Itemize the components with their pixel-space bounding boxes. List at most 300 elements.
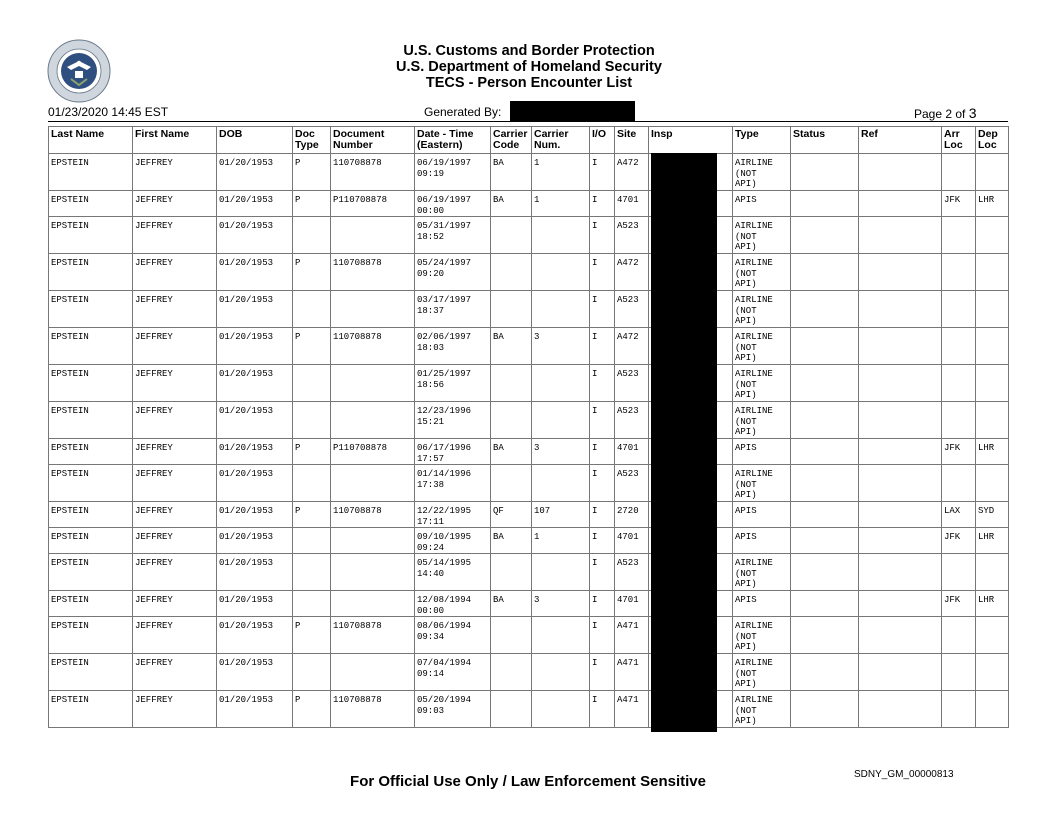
cell-docnum — [331, 554, 415, 591]
cell-docnum — [331, 528, 415, 554]
cell-status — [791, 328, 859, 365]
cell-status — [791, 591, 859, 617]
cell-io: I — [590, 502, 615, 528]
cell-doctype — [293, 217, 331, 254]
cell-carrier: BA — [491, 191, 532, 217]
cell-dep — [976, 217, 1009, 254]
cell-io: I — [590, 654, 615, 691]
cell-type: APIS — [733, 502, 791, 528]
cell-arr: JFK — [942, 439, 976, 465]
cell-status — [791, 502, 859, 528]
cell-dep: LHR — [976, 439, 1009, 465]
table-row — [49, 591, 1009, 617]
cell-first: JEFFREY — [133, 617, 217, 654]
cell-arr — [942, 217, 976, 254]
cell-dob: 01/20/1953 — [217, 402, 293, 439]
column-header-site: Site — [615, 127, 649, 154]
cell-carrier: QF — [491, 502, 532, 528]
cell-last: EPSTEIN — [49, 217, 133, 254]
cell-datetime: 12/22/1995 17:11 — [415, 502, 491, 528]
table-row — [49, 402, 1009, 439]
cell-type: AIRLINE (NOT API) — [733, 654, 791, 691]
column-header-dep: Dep Loc — [976, 127, 1009, 154]
column-header-carrier: Carrier Code — [491, 127, 532, 154]
cell-ref — [859, 502, 942, 528]
cell-doctype: P — [293, 191, 331, 217]
cell-arr: JFK — [942, 528, 976, 554]
cell-type: AIRLINE (NOT API) — [733, 365, 791, 402]
cell-arr — [942, 554, 976, 591]
cell-ref — [859, 528, 942, 554]
cell-io: I — [590, 691, 615, 728]
cell-status — [791, 291, 859, 328]
cell-status — [791, 439, 859, 465]
cell-doctype — [293, 402, 331, 439]
cell-carrier: BA — [491, 439, 532, 465]
cell-ref — [859, 402, 942, 439]
cell-docnum — [331, 217, 415, 254]
cell-io: I — [590, 554, 615, 591]
cell-datetime: 08/06/1994 09:34 — [415, 617, 491, 654]
sensitivity-notice: For Official Use Only / Law Enforcement Sensitive — [350, 773, 706, 790]
cell-site: 2720 — [615, 502, 649, 528]
cell-status — [791, 365, 859, 402]
cell-io: I — [590, 617, 615, 654]
column-header-status: Status — [791, 127, 859, 154]
cell-first: JEFFREY — [133, 402, 217, 439]
cell-site: A471 — [615, 654, 649, 691]
cell-ref — [859, 254, 942, 291]
cell-type: AIRLINE (NOT API) — [733, 691, 791, 728]
cell-dep — [976, 402, 1009, 439]
table-row — [49, 154, 1009, 191]
bates-number: SDNY_GM_00000813 — [854, 769, 954, 780]
cell-type: APIS — [733, 591, 791, 617]
cell-carrier — [491, 402, 532, 439]
cell-doctype — [293, 528, 331, 554]
generated-by-label: Generated By: — [424, 105, 502, 119]
column-header-first: First Name — [133, 127, 217, 154]
cell-first: JEFFREY — [133, 554, 217, 591]
table-row — [49, 502, 1009, 528]
cell-doctype: P — [293, 254, 331, 291]
cell-dob: 01/20/1953 — [217, 591, 293, 617]
cell-doctype — [293, 554, 331, 591]
cell-num — [532, 291, 590, 328]
cell-site: A472 — [615, 254, 649, 291]
cell-arr — [942, 254, 976, 291]
column-header-arr: Arr Loc — [942, 127, 976, 154]
cell-dep — [976, 691, 1009, 728]
cell-datetime: 12/23/1996 15:21 — [415, 402, 491, 439]
cell-carrier — [491, 291, 532, 328]
cell-dob: 01/20/1953 — [217, 439, 293, 465]
cell-io: I — [590, 465, 615, 502]
cell-type: APIS — [733, 439, 791, 465]
cell-num — [532, 654, 590, 691]
cell-num — [532, 617, 590, 654]
cell-dob: 01/20/1953 — [217, 617, 293, 654]
cell-num — [532, 254, 590, 291]
column-header-last: Last Name — [49, 127, 133, 154]
cell-type: AIRLINE (NOT API) — [733, 328, 791, 365]
cell-carrier — [491, 254, 532, 291]
cell-site: A523 — [615, 291, 649, 328]
cell-first: JEFFREY — [133, 328, 217, 365]
column-header-doctype: Doc Type — [293, 127, 331, 154]
cell-arr — [942, 691, 976, 728]
department-title: U.S. Department of Homeland Security — [396, 59, 662, 75]
cell-first: JEFFREY — [133, 502, 217, 528]
cell-site: A523 — [615, 554, 649, 591]
cell-io: I — [590, 365, 615, 402]
cell-dep — [976, 154, 1009, 191]
table-row — [49, 291, 1009, 328]
cell-ref — [859, 617, 942, 654]
cell-arr — [942, 291, 976, 328]
cell-doctype — [293, 591, 331, 617]
cell-status — [791, 617, 859, 654]
cell-arr — [942, 402, 976, 439]
cell-arr — [942, 328, 976, 365]
cell-first: JEFFREY — [133, 591, 217, 617]
cell-carrier — [491, 465, 532, 502]
cell-doctype: P — [293, 502, 331, 528]
cell-datetime: 12/08/1994 00:00 — [415, 591, 491, 617]
cell-num: 3 — [532, 439, 590, 465]
cell-status — [791, 554, 859, 591]
cell-ref — [859, 154, 942, 191]
cell-status — [791, 528, 859, 554]
cell-docnum: 110708878 — [331, 502, 415, 528]
cell-dep: LHR — [976, 591, 1009, 617]
cell-type: AIRLINE (NOT API) — [733, 617, 791, 654]
cell-first: JEFFREY — [133, 191, 217, 217]
cell-arr — [942, 654, 976, 691]
cell-docnum — [331, 365, 415, 402]
cell-last: EPSTEIN — [49, 254, 133, 291]
cell-last: EPSTEIN — [49, 365, 133, 402]
table-row — [49, 465, 1009, 502]
column-header-ref: Ref — [859, 127, 942, 154]
report-title: TECS - Person Encounter List — [425, 75, 633, 91]
cell-doctype: P — [293, 617, 331, 654]
table-row — [49, 191, 1009, 217]
cell-last: EPSTEIN — [49, 402, 133, 439]
table-row — [49, 439, 1009, 465]
cell-status — [791, 154, 859, 191]
cell-docnum — [331, 291, 415, 328]
cell-dep — [976, 254, 1009, 291]
page-indicator — [914, 105, 977, 121]
cell-docnum: P110708878 — [331, 191, 415, 217]
cell-site: 4701 — [615, 528, 649, 554]
cell-carrier — [491, 654, 532, 691]
redaction-bar — [510, 101, 635, 122]
cell-io: I — [590, 528, 615, 554]
cell-io: I — [590, 291, 615, 328]
cell-dep — [976, 617, 1009, 654]
cell-last: EPSTEIN — [49, 591, 133, 617]
cell-site: A523 — [615, 365, 649, 402]
cell-datetime: 07/04/1994 09:14 — [415, 654, 491, 691]
cell-doctype: P — [293, 154, 331, 191]
cell-first: JEFFREY — [133, 528, 217, 554]
cell-type: AIRLINE (NOT API) — [733, 254, 791, 291]
table-header-row — [49, 127, 1009, 154]
agency-title: U.S. Customs and Border Protection — [403, 43, 655, 59]
cell-arr: LAX — [942, 502, 976, 528]
cell-site: A523 — [615, 402, 649, 439]
cell-num: 1 — [532, 191, 590, 217]
cell-num — [532, 365, 590, 402]
cell-type: AIRLINE (NOT API) — [733, 402, 791, 439]
cell-ref — [859, 291, 942, 328]
column-header-docnum: Document Number — [331, 127, 415, 154]
cell-datetime: 05/31/1997 18:52 — [415, 217, 491, 254]
cell-io: I — [590, 191, 615, 217]
cell-docnum — [331, 591, 415, 617]
cell-dob: 01/20/1953 — [217, 191, 293, 217]
cell-docnum: 110708878 — [331, 617, 415, 654]
cell-status — [791, 217, 859, 254]
table-row — [49, 617, 1009, 654]
column-header-dob: DOB — [217, 127, 293, 154]
cell-status — [791, 402, 859, 439]
cell-dob: 01/20/1953 — [217, 328, 293, 365]
cell-io: I — [590, 402, 615, 439]
cell-docnum: 110708878 — [331, 254, 415, 291]
cell-carrier: BA — [491, 528, 532, 554]
cell-datetime: 06/19/1997 00:00 — [415, 191, 491, 217]
cell-first: JEFFREY — [133, 654, 217, 691]
cell-datetime: 06/17/1996 17:57 — [415, 439, 491, 465]
column-header-io: I/O — [590, 127, 615, 154]
cell-site: A472 — [615, 154, 649, 191]
cell-doctype: P — [293, 691, 331, 728]
cell-last: EPSTEIN — [49, 654, 133, 691]
cell-arr — [942, 154, 976, 191]
cell-datetime: 01/14/1996 17:38 — [415, 465, 491, 502]
cell-io: I — [590, 254, 615, 291]
cell-datetime: 02/06/1997 18:03 — [415, 328, 491, 365]
cell-first: JEFFREY — [133, 439, 217, 465]
cell-carrier: BA — [491, 154, 532, 191]
cell-first: JEFFREY — [133, 291, 217, 328]
cell-datetime: 09/10/1995 09:24 — [415, 528, 491, 554]
header-rule — [48, 121, 1008, 122]
cell-ref — [859, 554, 942, 591]
cell-dob: 01/20/1953 — [217, 554, 293, 591]
cell-last: EPSTEIN — [49, 154, 133, 191]
cell-last: EPSTEIN — [49, 528, 133, 554]
cell-io: I — [590, 328, 615, 365]
cell-num: 107 — [532, 502, 590, 528]
cell-io: I — [590, 217, 615, 254]
cell-site: A472 — [615, 328, 649, 365]
cell-last: EPSTEIN — [49, 617, 133, 654]
cell-num — [532, 402, 590, 439]
cell-last: EPSTEIN — [49, 191, 133, 217]
cell-site: A523 — [615, 465, 649, 502]
cell-dep: LHR — [976, 191, 1009, 217]
cell-dob: 01/20/1953 — [217, 654, 293, 691]
cell-last: EPSTEIN — [49, 291, 133, 328]
page-prefix: Page 2 of — [914, 107, 966, 121]
cell-carrier — [491, 554, 532, 591]
cell-last: EPSTEIN — [49, 465, 133, 502]
cell-num — [532, 465, 590, 502]
cell-first: JEFFREY — [133, 254, 217, 291]
cell-dob: 01/20/1953 — [217, 154, 293, 191]
cell-docnum — [331, 654, 415, 691]
cell-ref — [859, 691, 942, 728]
table-row — [49, 254, 1009, 291]
dhs-seal-logo — [47, 39, 111, 103]
column-header-insp: Insp — [649, 127, 733, 154]
cell-type: APIS — [733, 528, 791, 554]
cell-site: 4701 — [615, 591, 649, 617]
cell-io: I — [590, 439, 615, 465]
cell-docnum: 110708878 — [331, 154, 415, 191]
cell-datetime: 06/19/1997 09:19 — [415, 154, 491, 191]
cell-docnum: 110708878 — [331, 328, 415, 365]
cell-datetime: 01/25/1997 18:56 — [415, 365, 491, 402]
cell-dep — [976, 328, 1009, 365]
cell-dep: SYD — [976, 502, 1009, 528]
column-header-num: Carrier Num. — [532, 127, 590, 154]
cell-datetime: 03/17/1997 18:37 — [415, 291, 491, 328]
cell-ref — [859, 365, 942, 402]
cell-dep: LHR — [976, 528, 1009, 554]
report-title-block — [300, 43, 758, 91]
cell-docnum: P110708878 — [331, 439, 415, 465]
cell-dob: 01/20/1953 — [217, 217, 293, 254]
cell-site: 4701 — [615, 439, 649, 465]
column-header-type: Type — [733, 127, 791, 154]
cell-status — [791, 654, 859, 691]
cell-last: EPSTEIN — [49, 691, 133, 728]
cell-carrier — [491, 365, 532, 402]
cell-doctype: P — [293, 439, 331, 465]
cell-ref — [859, 217, 942, 254]
cell-type: AIRLINE (NOT API) — [733, 217, 791, 254]
cell-io: I — [590, 154, 615, 191]
cell-carrier: BA — [491, 328, 532, 365]
cell-last: EPSTEIN — [49, 328, 133, 365]
cell-dep — [976, 365, 1009, 402]
table-row — [49, 365, 1009, 402]
cell-dep — [976, 654, 1009, 691]
cell-doctype — [293, 465, 331, 502]
cell-num: 3 — [532, 591, 590, 617]
cell-docnum — [331, 465, 415, 502]
cell-datetime: 05/20/1994 09:03 — [415, 691, 491, 728]
cell-ref — [859, 191, 942, 217]
cell-carrier — [491, 691, 532, 728]
cell-first: JEFFREY — [133, 465, 217, 502]
cell-last: EPSTEIN — [49, 554, 133, 591]
cell-site: A471 — [615, 617, 649, 654]
cell-datetime: 05/24/1997 09:20 — [415, 254, 491, 291]
cell-carrier: BA — [491, 591, 532, 617]
cell-first: JEFFREY — [133, 365, 217, 402]
cell-status — [791, 254, 859, 291]
cell-carrier — [491, 617, 532, 654]
table-row — [49, 328, 1009, 365]
cell-first: JEFFREY — [133, 691, 217, 728]
table-row — [49, 217, 1009, 254]
cell-docnum — [331, 402, 415, 439]
cell-site: A471 — [615, 691, 649, 728]
cell-dob: 01/20/1953 — [217, 254, 293, 291]
cell-status — [791, 691, 859, 728]
cell-num: 3 — [532, 328, 590, 365]
table-row — [49, 654, 1009, 691]
report-date: 01/23/2020 14:45 EST — [48, 105, 169, 119]
cell-dob: 01/20/1953 — [217, 528, 293, 554]
cell-type: AIRLINE (NOT API) — [733, 291, 791, 328]
cell-doctype — [293, 291, 331, 328]
cell-site: 4701 — [615, 191, 649, 217]
cell-carrier — [491, 217, 532, 254]
cell-arr: JFK — [942, 191, 976, 217]
cell-dob: 01/20/1953 — [217, 291, 293, 328]
cell-doctype — [293, 654, 331, 691]
cell-docnum: 110708878 — [331, 691, 415, 728]
cell-ref — [859, 654, 942, 691]
cell-num — [532, 691, 590, 728]
cell-ref — [859, 465, 942, 502]
cell-dob: 01/20/1953 — [217, 365, 293, 402]
table-row — [49, 528, 1009, 554]
table-row — [49, 554, 1009, 591]
cell-num: 1 — [532, 154, 590, 191]
table-row — [49, 691, 1009, 728]
cell-type: APIS — [733, 191, 791, 217]
column-header-datetime: Date - Time (Eastern) — [415, 127, 491, 154]
cell-type: AIRLINE (NOT API) — [733, 465, 791, 502]
cell-dob: 01/20/1953 — [217, 691, 293, 728]
cell-ref — [859, 439, 942, 465]
cell-site: A523 — [615, 217, 649, 254]
cell-last: EPSTEIN — [49, 502, 133, 528]
cell-last: EPSTEIN — [49, 439, 133, 465]
cell-first: JEFFREY — [133, 154, 217, 191]
cell-arr — [942, 365, 976, 402]
encounter-table — [48, 126, 1009, 728]
cell-num: 1 — [532, 528, 590, 554]
cell-status — [791, 191, 859, 217]
redaction-bar — [651, 153, 717, 732]
cell-dob: 01/20/1953 — [217, 502, 293, 528]
cell-ref — [859, 591, 942, 617]
cell-num — [532, 554, 590, 591]
cell-type: AIRLINE (NOT API) — [733, 554, 791, 591]
cell-doctype — [293, 365, 331, 402]
cell-dob: 01/20/1953 — [217, 465, 293, 502]
cell-status — [791, 465, 859, 502]
cell-arr — [942, 465, 976, 502]
cell-arr — [942, 617, 976, 654]
cell-arr: JFK — [942, 591, 976, 617]
cell-io: I — [590, 591, 615, 617]
cell-type: AIRLINE (NOT API) — [733, 154, 791, 191]
cell-datetime: 05/14/1995 14:40 — [415, 554, 491, 591]
cell-num — [532, 217, 590, 254]
cell-dep — [976, 554, 1009, 591]
cell-dep — [976, 291, 1009, 328]
